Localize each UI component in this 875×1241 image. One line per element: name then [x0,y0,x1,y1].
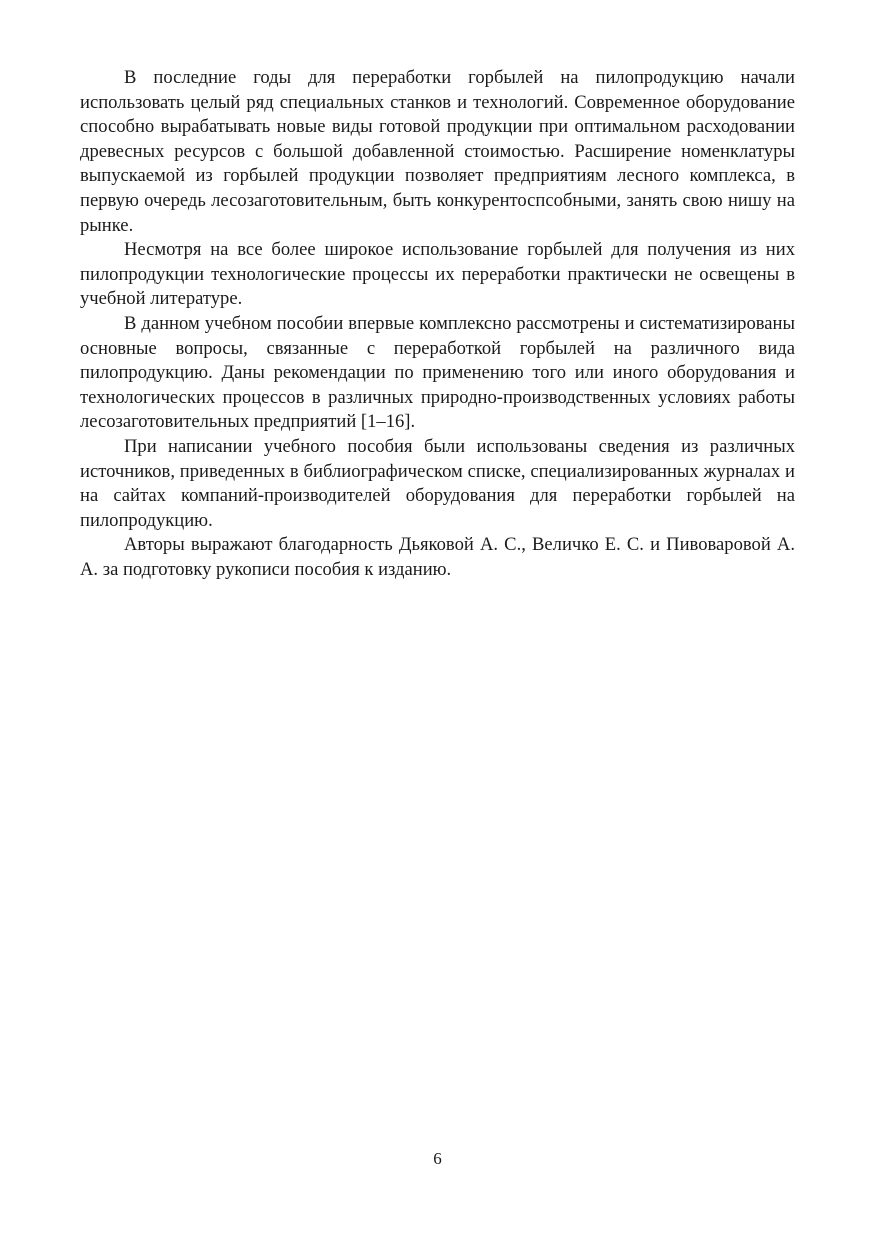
paragraph-3: В данном учебном пособии впервые комплексно рассмотрены и систематизированы основные вопросы, связанные с переработкой горбылей на различного вида пилопродукцию. Даны рекомендации по применению того или иного оборудования и технологических процессов в различных природно-производственных условиях работы лесозаготовительных предприятий [1–16]. [80,312,795,433]
paragraph-2: Несмотря на все более широкое использование горбылей для получения из них пилопродукции технологические процессы их переработки практически не освещены в учебной литературе. [80,239,795,310]
page-number: 6 [433,1149,442,1168]
paragraph-1: В последние годы для переработки горбылей на пилопродукцию начали использовать целый ряд специальных станков и технологий. Современное оборудование способно вырабатывать новые виды готовой продукции при оптимальном расходовании древесных ресурсов с большой добавленной стоимостью. Расширение номенклатуры выпускаемой из горбылей продукции позволяет предприятиям лесного комплекса, в первую очередь лесозаготовительным, быть конкурентоспсобными, занять свою нишу на рынке. [80,67,795,236]
paragraph-4: При написании учебного пособия были использованы сведения из различных источников, приведенных в библиографическом списке, специализированных журналах и на сайтах компаний-производителей оборудования для переработки горбылей на пилопродукцию. [80,435,795,531]
body-text [80,66,795,582]
paragraph-5: Авторы выражают благодарность Дьяковой А. С., Величко Е. С. и Пивоваровой А. А. за подготовку рукописи пособия к изданию. [80,534,795,580]
